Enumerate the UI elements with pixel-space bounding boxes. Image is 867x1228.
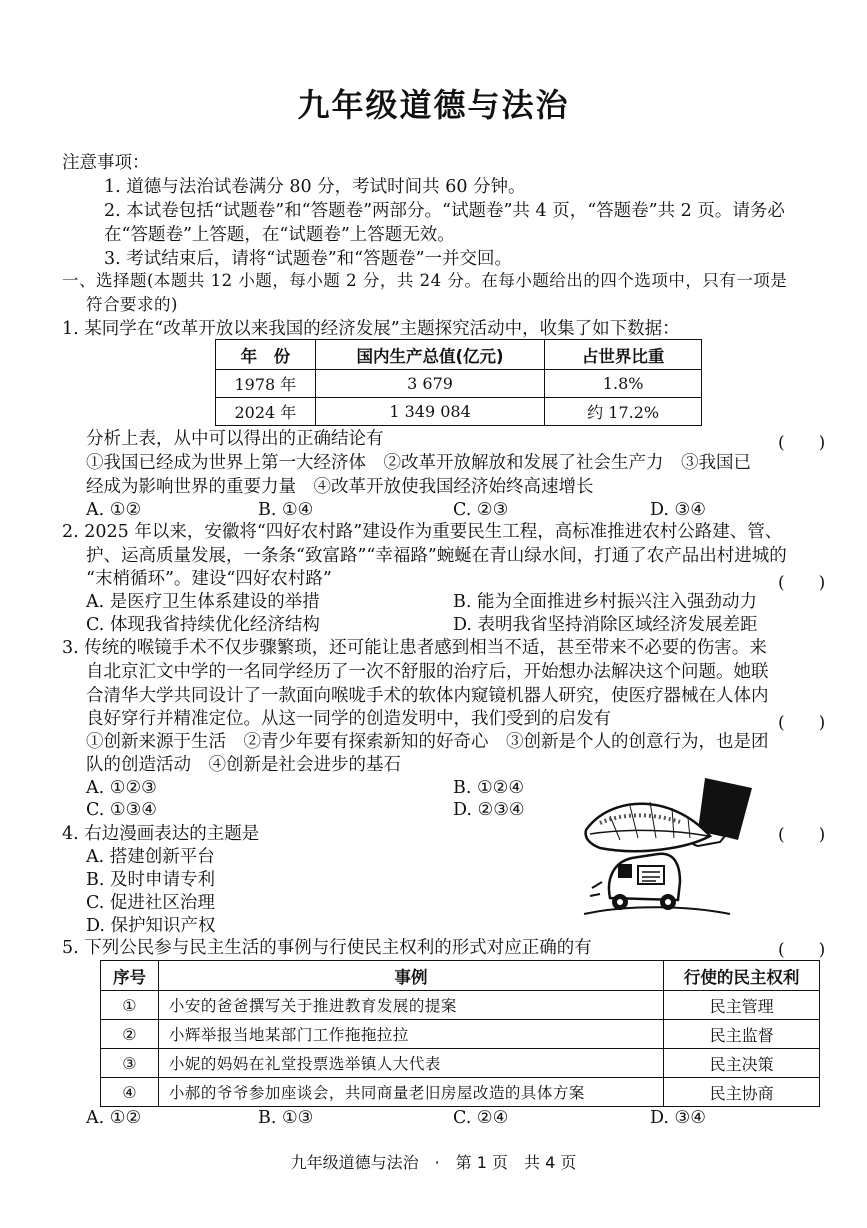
q4-choice-b: B. 及时申请专利 bbox=[86, 870, 215, 890]
table-cell: 民主协商 bbox=[664, 1078, 820, 1107]
q4-choice-c: C. 促进社区治理 bbox=[86, 893, 215, 913]
table-cell: 民主决策 bbox=[664, 1049, 820, 1078]
section-heading-cont: 符合要求的) bbox=[86, 295, 178, 314]
table-cell: ④ bbox=[101, 1078, 159, 1107]
ground-line bbox=[584, 907, 730, 914]
table-cell: 1978 年 bbox=[216, 370, 316, 398]
table-cell: 小安的爸爸撰写关于推进教育发展的提案 bbox=[158, 991, 663, 1020]
q2-answer-blank: ( ) bbox=[778, 573, 826, 593]
q2-choice-c: C. 体现我省持续优化经济结构 bbox=[86, 615, 320, 635]
q5-choice-a: A. ①② bbox=[86, 1108, 142, 1128]
note-item-3: 3. 考试结束后，请将“试题卷”和“答题卷”一并交回。 bbox=[104, 249, 513, 269]
table-row bbox=[101, 1020, 820, 1049]
q5-choice-b: B. ①③ bbox=[258, 1108, 314, 1128]
table-row bbox=[101, 1078, 820, 1107]
q3-choice-c: C. ①③④ bbox=[86, 800, 157, 820]
q1-answer-blank: ( ) bbox=[778, 433, 826, 453]
table-cell: 1 349 084 bbox=[315, 398, 544, 426]
q3-stem-line3: 合清华大学共同设计了一款面向喉咙手术的软体内窥镜机器人研究，使医疗器械在人体内 bbox=[86, 686, 769, 706]
table-cell: ① bbox=[101, 991, 159, 1020]
q5-choice-c: C. ②④ bbox=[453, 1108, 509, 1128]
car-window-shape bbox=[618, 864, 632, 878]
motion-lines bbox=[590, 882, 602, 896]
q3-stem-line1: 3. 传统的喉镜手术不仅步骤繁琐，还可能让患者感到相当不适，甚至带来不必要的伤害。来 bbox=[62, 638, 767, 658]
page-footer: 九年级道德与法治 · 第 1 页 共 4 页 bbox=[290, 1153, 577, 1172]
table-cell: 2024 年 bbox=[216, 398, 316, 426]
table-cell: ② bbox=[101, 1020, 159, 1049]
table-cell: 小郝的爷爷参加座谈会，共同商量老旧房屋改造的具体方案 bbox=[158, 1078, 663, 1107]
q1-choice-a: A. ①② bbox=[86, 500, 142, 520]
q1-header-gdp: 国内生产总值(亿元) bbox=[315, 340, 544, 370]
q3-stem-line4: 良好穿行并精准定位。从这一同学的创造发明中，我们受到的启发有 bbox=[86, 709, 611, 729]
q2-choice-d: D. 表明我省坚持消除区域经济发展差距 bbox=[453, 615, 758, 635]
q3-options-line1: ①创新来源于生活 ②青少年要有探索新知的好奇心 ③创新是个人的创意行为，也是团 bbox=[86, 732, 769, 752]
table-cell: 小辉举报当地某部门工作拖拖拉拉 bbox=[158, 1020, 663, 1049]
table-cell: ③ bbox=[101, 1049, 159, 1078]
q5-header-right: 行使的民主权利 bbox=[664, 961, 820, 991]
q5-stem: 5. 下列公民参与民主生活的事例与行使民主权利的形式对应正确的有 bbox=[62, 938, 592, 958]
q3-options-line2: 队的创造活动 ④创新是社会进步的基石 bbox=[86, 755, 401, 775]
table-row bbox=[216, 398, 702, 426]
q3-answer-blank: ( ) bbox=[778, 713, 826, 733]
q3-choice-b: B. ①②④ bbox=[453, 778, 525, 798]
q1-header-share: 占世界比重 bbox=[545, 340, 702, 370]
table-row bbox=[101, 991, 820, 1020]
q2-choice-b: B. 能为全面推进乡村振兴注入强劲动力 bbox=[453, 592, 757, 612]
q4-stem: 4. 右边漫画表达的主题是 bbox=[62, 824, 260, 844]
q1-choice-d: D. ③④ bbox=[650, 500, 706, 520]
q2-choice-a: A. 是医疗卫生体系建设的举措 bbox=[86, 592, 320, 612]
q1-choice-c: C. ②③ bbox=[453, 500, 509, 520]
table-cell: 约 17.2% bbox=[545, 398, 702, 426]
note-item-2-cont: 在“答题卷”上答题，在“试题卷”上答题无效。 bbox=[104, 225, 455, 245]
q4-choice-d: D. 保护知识产权 bbox=[86, 916, 216, 936]
q1-ask: 分析上表，从中可以得出的正确结论有 bbox=[86, 429, 384, 449]
q3-choice-d: D. ②③④ bbox=[453, 800, 525, 820]
note-item-1: 1. 道德与法治试卷满分 80 分，考试时间共 60 分钟。 bbox=[104, 177, 526, 197]
q1-stem: 1. 某同学在“改革开放以来我国的经济发展”主题探究活动中，收集了如下数据： bbox=[62, 319, 680, 339]
q5-answer-blank: ( ) bbox=[778, 940, 826, 960]
table-cell: 3 679 bbox=[315, 370, 544, 398]
q3-stem-line2: 自北京汇文中学的一名同学经历了一次不舒服的治疗后，开始想办法解决这个问题。她联 bbox=[86, 662, 769, 682]
table-cell: 小妮的妈妈在礼堂投票选举镇人大代表 bbox=[158, 1049, 663, 1078]
q3-choice-a: A. ①②③ bbox=[86, 778, 157, 798]
cartoon-illustration bbox=[580, 778, 755, 918]
q4-choice-a: A. 搭建创新平台 bbox=[86, 847, 215, 867]
q5-header-case: 事例 bbox=[158, 961, 663, 991]
leaf-umbrella-shape bbox=[586, 804, 710, 851]
q2-stem-line3: “末梢循环”。建设“四好农村路” bbox=[86, 569, 332, 589]
q1-header-year: 年 份 bbox=[216, 340, 316, 370]
section-heading: 一、选择题(本题共 12 小题，每小题 2 分，共 24 分。在每小题给出的四个选项中，只有一项是 bbox=[62, 271, 788, 290]
table-row bbox=[101, 1049, 820, 1078]
q1-options-line1: ①我国已经成为世界上第一大经济体 ②改革开放解放和发展了社会生产力 ③我国已 bbox=[86, 453, 751, 473]
q4-answer-blank: ( ) bbox=[778, 825, 826, 845]
notes-heading: 注意事项： bbox=[62, 153, 150, 173]
q2-stem-line1: 2. 2025 年以来，安徽将“四好农村路”建设作为重要民生工程，高标准推进农村公路建、管、 bbox=[62, 522, 783, 542]
q1-data-table bbox=[215, 339, 702, 426]
q1-choice-b: B. ①④ bbox=[258, 500, 314, 520]
q1-options-line2: 经成为影响世界的重要力量 ④改革开放使我国经济始终高速增长 bbox=[86, 477, 594, 497]
note-item-2: 2. 本试卷包括“试题卷”和“答题卷”两部分。“试题卷”共 4 页，“答题卷”共 2 页。请务必 bbox=[104, 201, 785, 221]
table-cell: 民主监督 bbox=[664, 1020, 820, 1049]
page-title: 九年级道德与法治 bbox=[297, 86, 570, 124]
table-row bbox=[216, 370, 702, 398]
table-cell: 1.8% bbox=[545, 370, 702, 398]
q5-header-number: 序号 bbox=[101, 961, 159, 991]
table-cell: 民主管理 bbox=[664, 991, 820, 1020]
q2-stem-line2: 护、运高质量发展，一条条“致富路”“幸福路”蜿蜒在青山绿水间，打通了农产品出村进城的 bbox=[86, 546, 787, 566]
car-hubcap-shape bbox=[617, 899, 623, 905]
q5-choice-d: D. ③④ bbox=[650, 1108, 706, 1128]
car-hubcap-shape bbox=[665, 899, 671, 905]
q5-data-table bbox=[100, 960, 820, 1107]
